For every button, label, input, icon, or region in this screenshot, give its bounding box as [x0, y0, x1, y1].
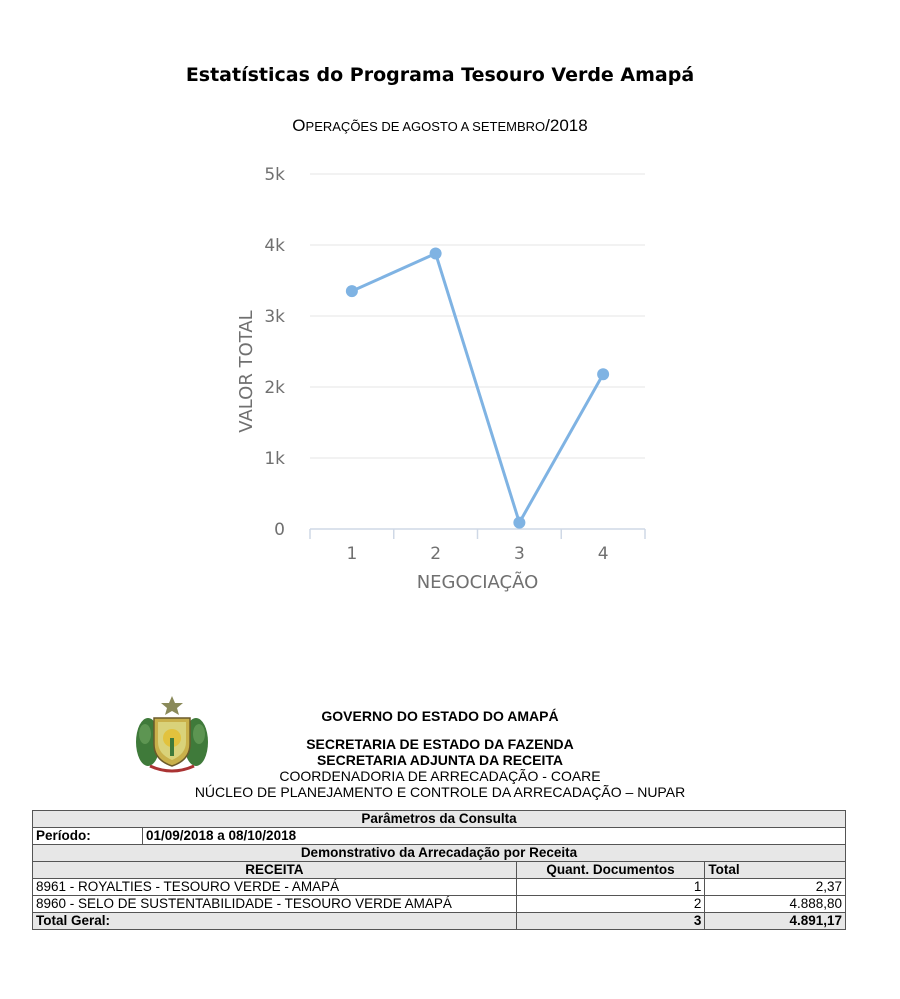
data-point — [513, 517, 525, 529]
chart-title-part: O — [292, 116, 306, 135]
quant-cell: 2 — [516, 896, 705, 913]
line-chart — [200, 150, 670, 600]
y-axis-title: VALOR TOTAL — [236, 310, 257, 433]
header-line-adjunct: SECRETARIA ADJUNTA DA RECEITA — [316, 752, 564, 768]
y-tick-label: 0 — [274, 520, 285, 540]
report-header — [0, 708, 880, 800]
total-cell: 2,37 — [705, 879, 846, 896]
total-cell: 4.888,80 — [705, 896, 846, 913]
data-point — [597, 368, 609, 380]
quant-cell: 1 — [516, 879, 705, 896]
column-header-total: Total — [705, 862, 846, 879]
y-tick-label: 2k — [264, 378, 285, 398]
column-header-row — [33, 862, 846, 879]
header-line-secretariat: SECRETARIA DE ESTADO DA FAZENDA — [306, 736, 574, 752]
total-value: 4.891,17 — [705, 913, 846, 930]
page-title: Estatísticas do Programa Tesouro Verde Amapá — [185, 64, 695, 86]
chart-title-part: /2018 — [545, 116, 588, 135]
period-value: 01/09/2018 a 08/10/2018 — [142, 828, 845, 845]
period-label: Período: — [33, 828, 143, 845]
x-tick-label: 2 — [430, 544, 442, 564]
section-title: Demonstrativo da Arrecadação por Receita — [33, 845, 846, 862]
chart-title-part: PERAÇÕES DE AGOSTO A SETEMBRO — [305, 119, 546, 134]
revenue-report-table — [32, 810, 846, 930]
series-line — [352, 254, 603, 523]
data-point — [430, 248, 442, 260]
column-header-quant: Quant. Documentos — [516, 862, 705, 879]
total-label: Total Geral: — [33, 913, 517, 930]
column-header-receita: RECEITA — [33, 862, 517, 879]
period-row — [33, 828, 846, 845]
data-point — [346, 285, 358, 297]
x-tick-label: 1 — [346, 544, 358, 564]
x-tick-label: 3 — [513, 544, 525, 564]
y-tick-label: 5k — [264, 165, 285, 185]
y-tick-label: 3k — [264, 307, 285, 327]
receita-cell: 8960 - SELO DE SUSTENTABILIDADE - TESOURO VERDE AMAPÁ — [33, 896, 517, 913]
y-tick-label: 1k — [264, 449, 285, 469]
receita-cell: 8961 - ROYALTIES - TESOURO VERDE - AMAPÁ — [33, 879, 517, 896]
total-quant: 3 — [516, 913, 705, 930]
x-tick-label: 4 — [597, 544, 609, 564]
header-line-government: GOVERNO DO ESTADO DO AMAPÁ — [321, 708, 559, 724]
table-row — [33, 896, 846, 913]
x-axis-title: NEGOCIAÇÃO — [416, 572, 539, 593]
section-title-row — [33, 845, 846, 862]
params-title: Parâmetros da Consulta — [33, 811, 846, 828]
header-line-coordination: COORDENADORIA DE ARRECADAÇÃO - COARE — [279, 768, 601, 784]
total-row — [33, 913, 846, 930]
chart-title — [0, 116, 880, 136]
params-title-row — [33, 811, 846, 828]
y-tick-label: 4k — [264, 236, 285, 256]
table-row — [33, 879, 846, 896]
header-line-nucleus: NÚCLEO DE PLANEJAMENTO E CONTROLE DA ARRECADAÇÃO – NUPAR — [194, 784, 686, 800]
